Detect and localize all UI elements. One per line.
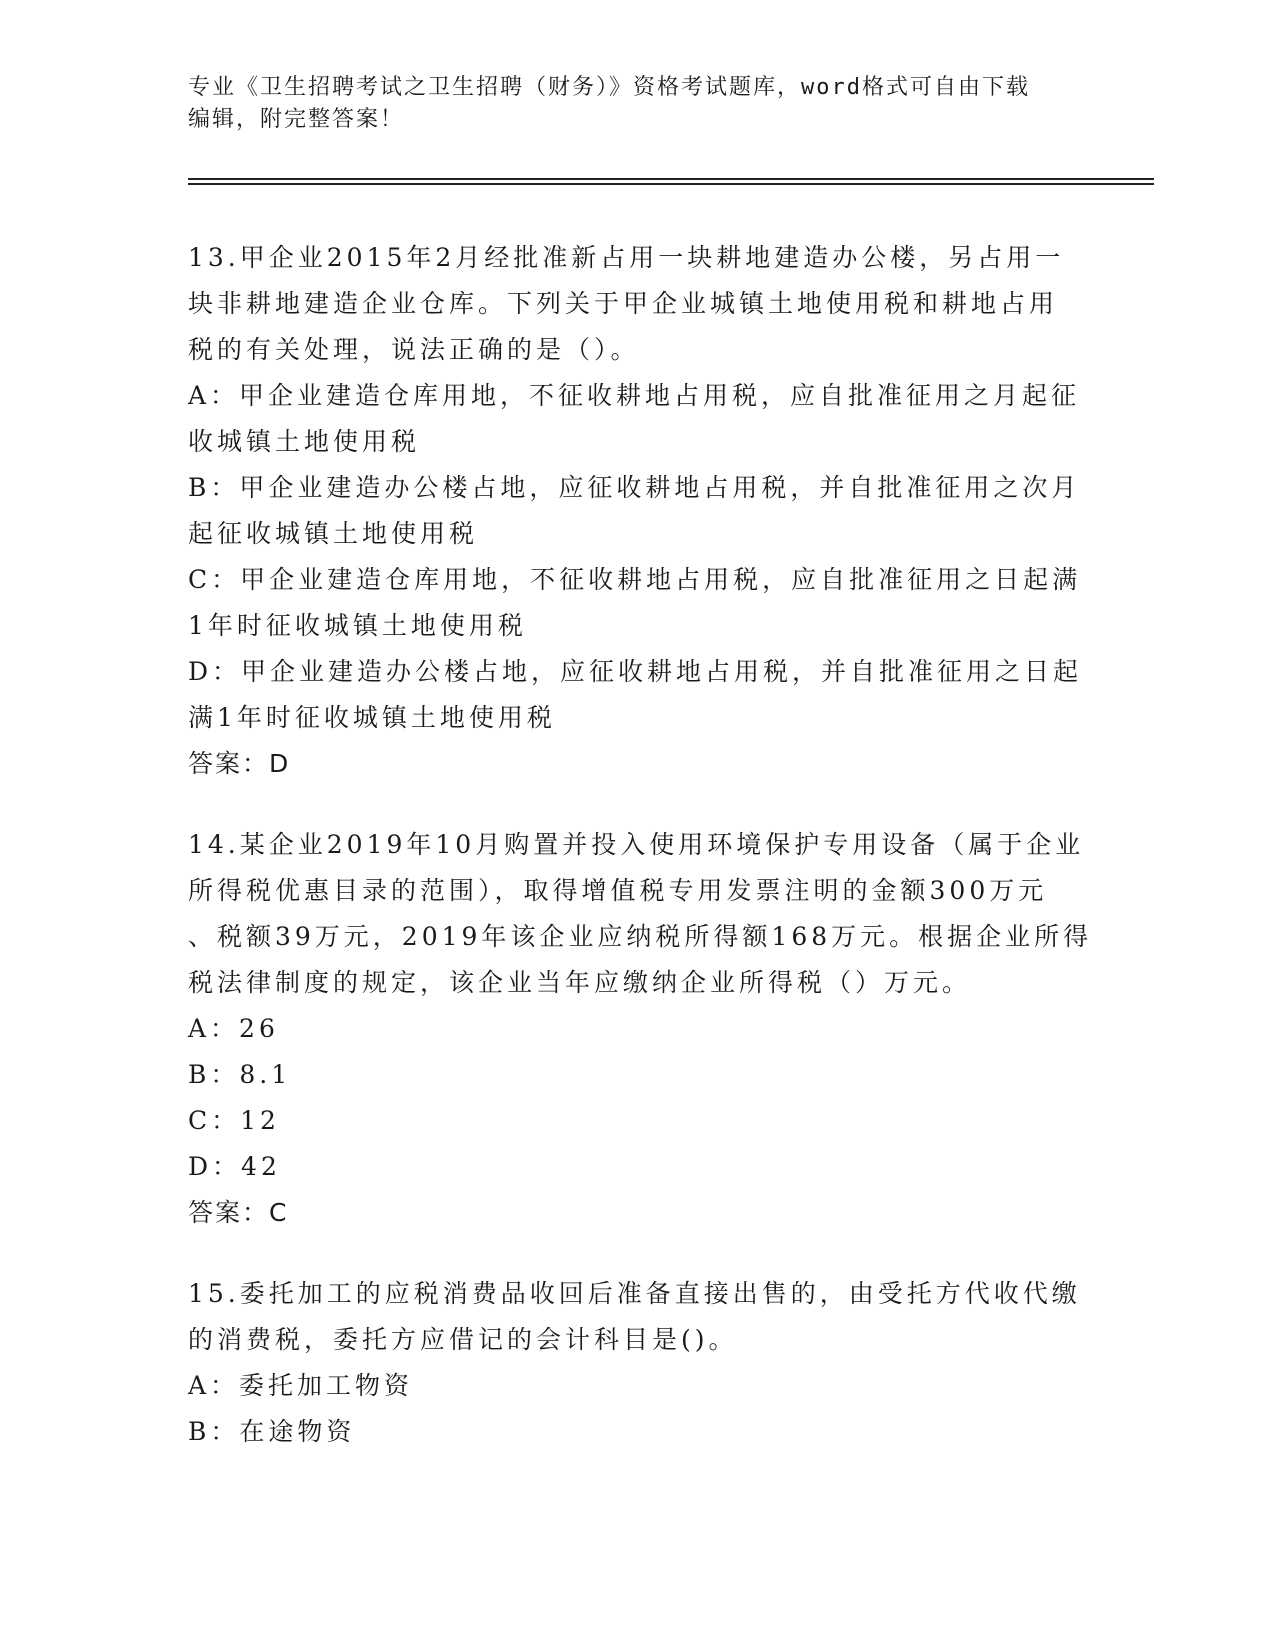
question-15-line-1: 15.委托加工的应税消费品收回后准备直接出售的，由受托方代收代缴: [188, 1279, 1081, 1308]
header-line-2: 编辑，附完整答案！: [188, 107, 405, 132]
question-15: [188, 1271, 1088, 1455]
question-15-option-a: A：委托加工物资: [188, 1371, 414, 1400]
question-list: [188, 235, 1093, 1490]
question-14-line-2: 所得税优惠目录的范围），取得增值税专用发票注明的金额300万元: [188, 876, 1048, 905]
question-14-line-1: 14.某企业2019年10月购置并投入使用环境保护专用设备（属于企业: [188, 830, 1085, 859]
question-14: [188, 822, 1093, 1236]
question-13-option-a-line-1: A：甲企业建造仓库用地，不征收耕地占用税，应自批准征用之月起征: [188, 381, 1081, 410]
question-13-answer: 答案：D: [188, 749, 291, 778]
header-divider-bottom: [188, 183, 1154, 185]
question-15-option-b: B：在途物资: [188, 1417, 356, 1446]
question-14-option-c: C：12: [188, 1106, 280, 1135]
question-13-option-a-line-2: 收城镇土地使用税: [188, 427, 421, 456]
document-header: [188, 72, 1088, 136]
header-line-1: 专业《卫生招聘考试之卫生招聘（财务）》资格考试题库，word格式可自由下载: [188, 75, 1030, 100]
question-13-option-d-line-1: D：甲企业建造办公楼占地，应征收耕地占用税，并自批准征用之日起: [188, 657, 1083, 686]
question-13-option-b-line-1: B：甲企业建造办公楼占地，应征收耕地占用税，并自批准征用之次月: [188, 473, 1081, 502]
question-13-line-2: 块非耕地建造企业仓库。下列关于甲企业城镇土地使用税和耕地占用: [188, 289, 1059, 318]
question-13: [188, 235, 1088, 787]
question-14-answer: 答案：C: [188, 1198, 289, 1227]
question-13-line-3: 税的有关处理，说法正确的是（）。: [188, 335, 640, 364]
question-14-line-3: 、税额39万元，2019年该企业应纳税所得额168万元。根据企业所得: [188, 922, 1093, 951]
question-13-option-d-line-2: 满1年时征收城镇土地使用税: [188, 703, 556, 732]
question-14-option-b: B：8.1: [188, 1060, 292, 1089]
question-13-option-c-line-2: 1年时征收城镇土地使用税: [188, 611, 527, 640]
question-13-line-1: 13.甲企业2015年2月经批准新占用一块耕地建造办公楼，另占用一: [188, 243, 1065, 272]
question-15-line-2: 的消费税，委托方应借记的会计科目是()。: [188, 1325, 738, 1354]
header-divider-top: [188, 178, 1154, 180]
question-14-option-d: D：42: [188, 1152, 281, 1181]
question-13-option-c-line-1: C：甲企业建造仓库用地，不征收耕地占用税，应自批准征用之日起满: [188, 565, 1082, 594]
question-14-option-a: A：26: [188, 1014, 279, 1043]
question-14-line-4: 税法律制度的规定，该企业当年应缴纳企业所得税（）万元。: [188, 968, 972, 997]
question-13-option-b-line-2: 起征收城镇土地使用税: [188, 519, 479, 548]
